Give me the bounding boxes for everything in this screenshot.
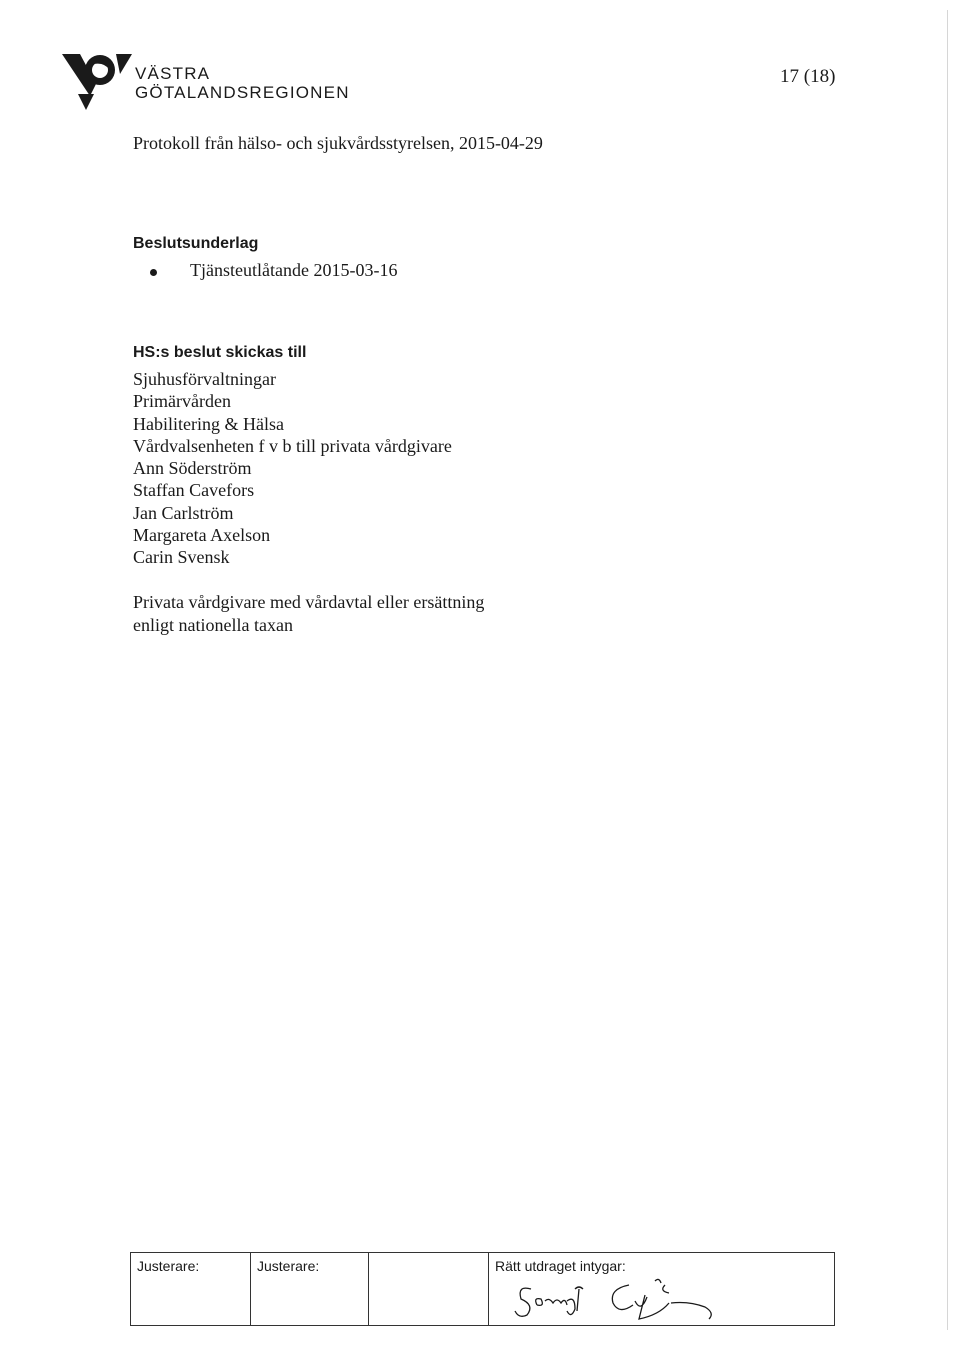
decision-basis-item-text: Tjänsteutlåtande 2015-03-16 <box>190 260 398 280</box>
recipient-line: Carin Svensk <box>133 547 230 568</box>
protocol-title: Protokoll från hälso- och sjukvårdsstyrelsen, 2015-04-29 <box>133 133 543 153</box>
recipient-line: Ann Söderström <box>133 458 252 479</box>
decision-basis-list <box>150 260 397 281</box>
recipient-line: Vårdvalsenheten f v b till privata vårdgivare <box>133 435 452 456</box>
adjuster-cell-2 <box>251 1253 369 1326</box>
certified-extract-cell <box>489 1253 835 1326</box>
recipient-line: Jan Carlström <box>133 502 234 523</box>
org-name-line2: GÖTALANDSREGIONEN <box>135 83 350 102</box>
page-number: 17 (18) <box>780 66 836 87</box>
organization-name <box>135 64 350 102</box>
private-providers-note <box>133 591 484 636</box>
decision-basis-item <box>150 260 397 281</box>
recipient-line: Margareta Axelson <box>133 525 271 546</box>
handwritten-signature <box>509 1275 739 1325</box>
recipients-heading: HS:s beslut skickas till <box>133 344 307 361</box>
scan-edge-line <box>947 10 948 1330</box>
private-note-line: enligt nationella taxan <box>133 614 293 635</box>
adjuster-cell-1 <box>131 1253 251 1326</box>
vgr-logo-icon <box>60 48 132 110</box>
empty-cell <box>369 1253 489 1326</box>
recipients-list <box>133 368 452 569</box>
certified-extract-label: Rätt utdraget intygar: <box>495 1258 626 1274</box>
recipient-line: Primärvården <box>133 391 231 412</box>
signature-table <box>130 1252 835 1326</box>
adjuster-label: Justerare: <box>137 1258 200 1274</box>
org-name-line1: VÄSTRA <box>135 64 211 83</box>
decision-basis-heading: Beslutsunderlag <box>133 235 259 252</box>
adjuster-label: Justerare: <box>257 1258 320 1274</box>
recipient-line: Staffan Cavefors <box>133 480 255 501</box>
recipient-line: Habilitering & Hälsa <box>133 413 284 434</box>
recipient-line: Sjuhusförvaltningar <box>133 369 276 389</box>
bullet-icon <box>150 269 157 276</box>
private-note-line: Privata vårdgivare med vårdavtal eller ersättning <box>133 592 485 612</box>
